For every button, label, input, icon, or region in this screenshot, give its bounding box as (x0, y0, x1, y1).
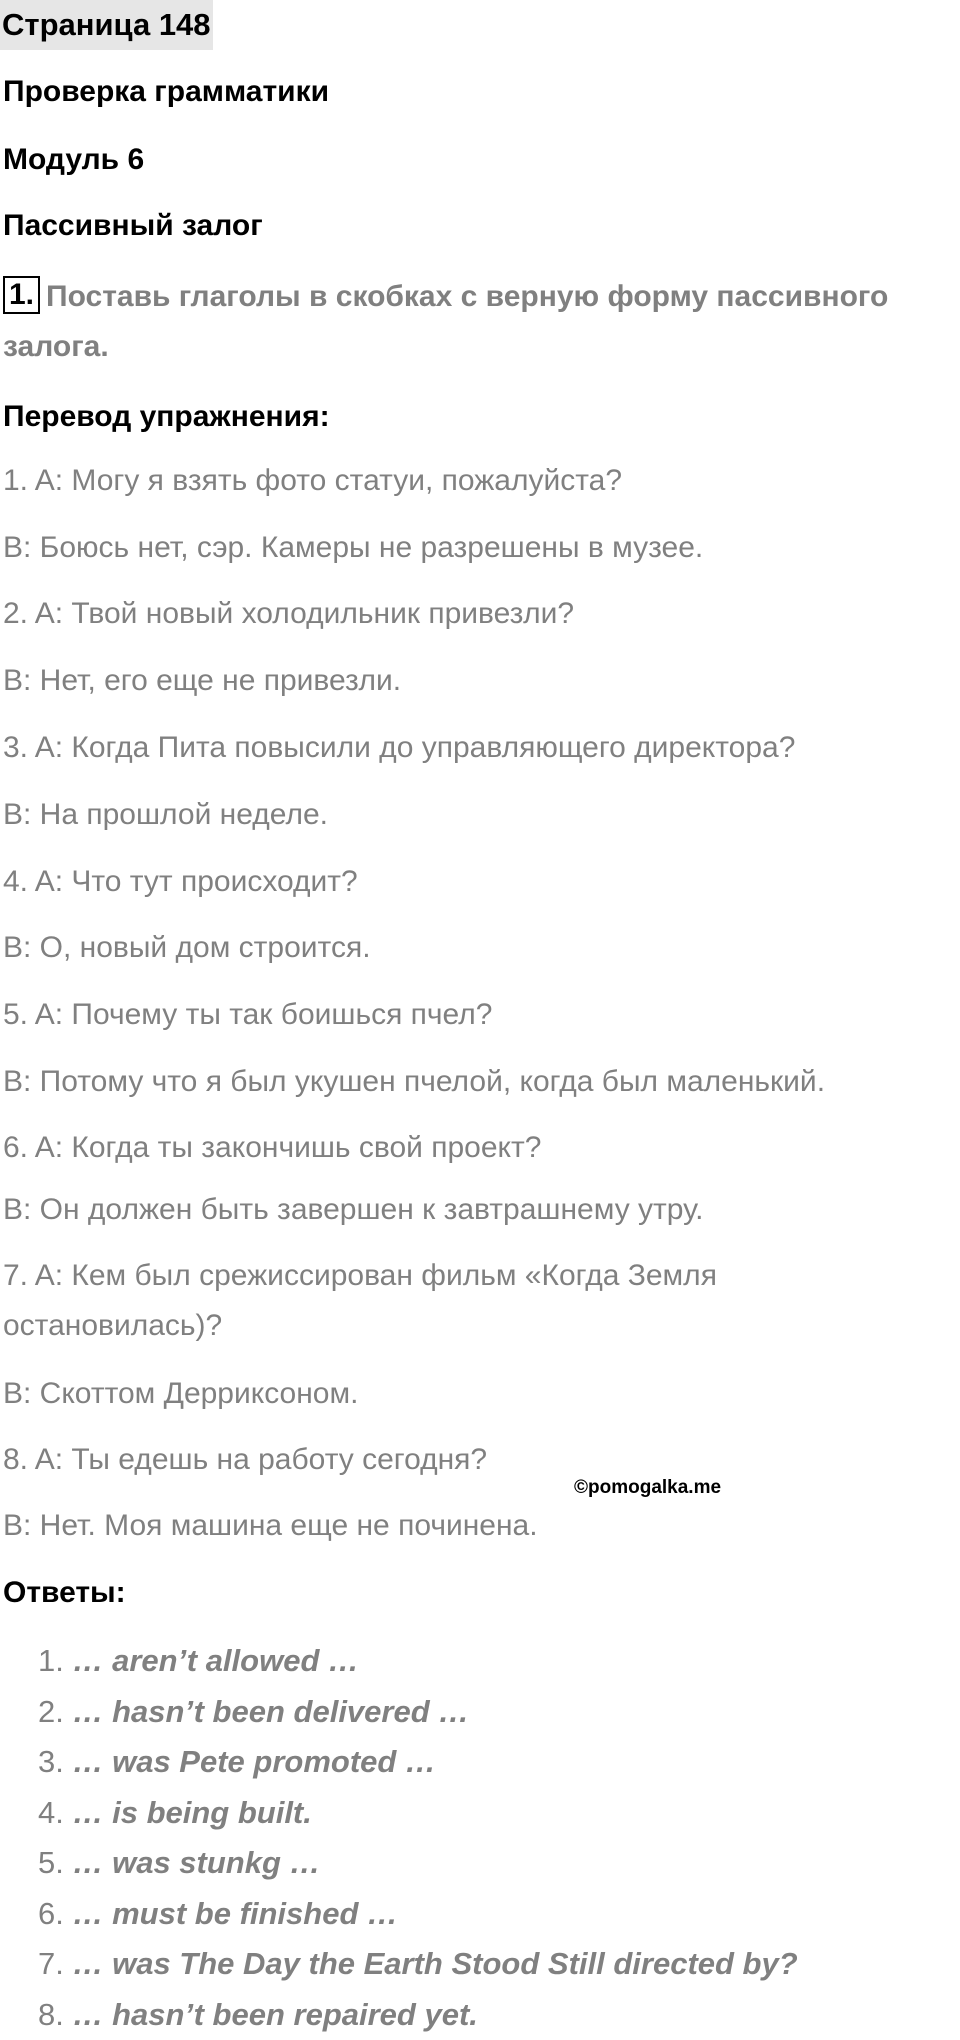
translation-line: 1. A: Могу я взять фото статуи, пожалуйста? (3, 461, 622, 501)
answer-text: … was The Day the Earth Stood Still directed by? (72, 1946, 797, 1981)
answer-number: 5. (38, 1845, 64, 1880)
translation-line: 7. A: Кем был срежиссирован фильм «Когда Земля (3, 1256, 717, 1296)
answer-number: 4. (38, 1795, 64, 1830)
translation-line: B: Скоттом Дерриксоном. (3, 1374, 358, 1414)
section-title: Проверка грамматики (3, 72, 329, 112)
answer-number: 2. (38, 1694, 64, 1729)
task-text: Поставь глаголы в скобках с верную форму пассивного залога. (3, 280, 888, 363)
translation-line: 2. A: Твой новый холодильник привезли? (3, 594, 574, 634)
answers-list (38, 1636, 798, 2040)
translation-line: B: Потому что я был укушен пчелой, когда был маленький. (3, 1062, 825, 1102)
translation-line: остановилась)? (3, 1306, 222, 1346)
task-number: 1. (3, 276, 40, 314)
translation-line: B: Нет. Моя машина еще не починена. (3, 1506, 538, 1546)
answer-item (38, 1939, 798, 1990)
answer-number: 1. (38, 1643, 64, 1678)
translation-line: B: Он должен быть завершен к завтрашнему утру. (3, 1190, 703, 1230)
answer-item (38, 1788, 798, 1839)
answer-item (38, 1737, 798, 1788)
translation-heading: Перевод упражнения: (3, 397, 330, 437)
module-title: Модуль 6 (3, 140, 144, 180)
answer-item (38, 1990, 798, 2040)
answer-text: … is being built. (72, 1795, 311, 1830)
answer-item (38, 1889, 798, 1940)
translation-line: 3. A: Когда Пита повысили до управляющего директора? (3, 728, 795, 768)
answer-item (38, 1838, 798, 1889)
answer-number: 8. (38, 1997, 64, 2032)
answer-text: … was stunkg … (72, 1845, 320, 1880)
answer-text: … was Pete promoted … (72, 1744, 435, 1779)
translation-line: 6. A: Когда ты закончишь свой проект? (3, 1128, 541, 1168)
task-instruction (3, 272, 953, 372)
translation-line: B: Нет, его еще не привезли. (3, 661, 401, 701)
answer-number: 6. (38, 1896, 64, 1931)
answer-text: … aren’t allowed … (72, 1643, 359, 1678)
topic-title: Пассивный залог (3, 206, 263, 246)
translation-line: B: Боюсь нет, сэр. Камеры не разрешены в музее. (3, 528, 703, 568)
translation-line: 8. A: Ты едешь на работу сегодня? (3, 1440, 487, 1480)
answer-text: … must be finished … (72, 1896, 398, 1931)
answer-item (38, 1687, 798, 1738)
watermark: ©pomogalka.me (574, 1476, 721, 1500)
translation-line: B: О, новый дом строится. (3, 928, 371, 968)
answers-heading: Ответы: (3, 1573, 126, 1613)
answer-text: … hasn’t been delivered … (72, 1694, 469, 1729)
answer-number: 7. (38, 1946, 64, 1981)
translation-line: 5. A: Почему ты так боишься пчел? (3, 995, 492, 1035)
translation-line: 4. A: Что тут происходит? (3, 862, 358, 902)
answer-item (38, 1636, 798, 1687)
translation-line: B: На прошлой неделе. (3, 795, 328, 835)
answer-number: 3. (38, 1744, 64, 1779)
page-label: Страница 148 (0, 0, 213, 50)
answer-text: … hasn’t been repaired yet. (72, 1997, 477, 2032)
